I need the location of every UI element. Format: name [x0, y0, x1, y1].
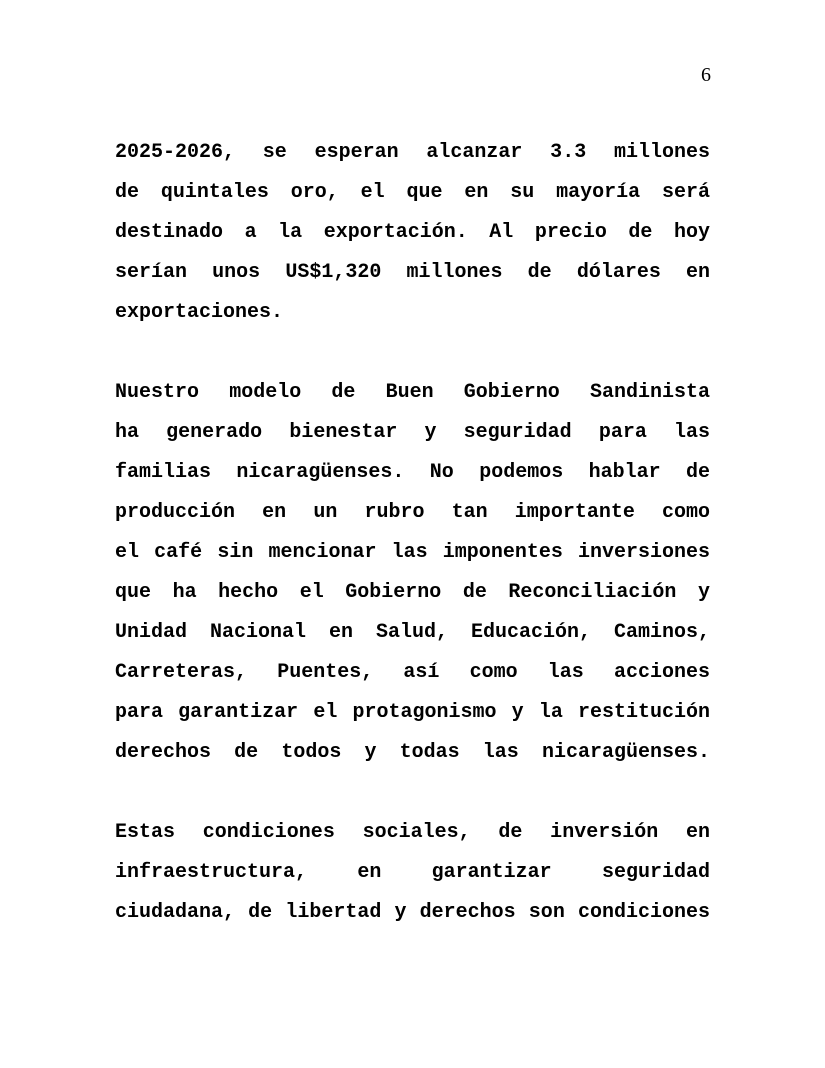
text-line: ha generado bienestar y seguridad para las [115, 421, 710, 444]
text-line: que ha hecho el Gobierno de Reconciliación y [115, 581, 710, 604]
text-line: destinado a la exportación. Al precio de hoy [115, 221, 710, 244]
text-line: para garantizar el protagonismo y la restitución [115, 701, 710, 724]
text-line: el café sin mencionar las imponentes inversiones [115, 541, 710, 564]
paragraph-production-forecast [115, 133, 710, 333]
page-number: 6 [701, 64, 711, 86]
text-line: serían unos US$1,320 millones de dólares en [115, 261, 710, 284]
text-line: derechos de todos y todas las nicaragüenses. [115, 741, 710, 764]
text-line: de quintales oro, el que en su mayoría será [115, 181, 710, 204]
text-line: ciudadana, de libertad y derechos son condiciones [115, 901, 710, 924]
text-line: Estas condiciones sociales, de inversión en [115, 821, 710, 844]
text-line: familias nicaragüenses. No podemos hablar de [115, 461, 710, 484]
text-line: Unidad Nacional en Salud, Educación, Caminos, [115, 621, 710, 644]
text-line: Carreteras, Puentes, así como las acciones [115, 661, 710, 684]
text-line: producción en un rubro tan importante como [115, 501, 710, 524]
paragraph-social-conditions [115, 813, 710, 933]
document-body [115, 133, 710, 973]
paragraph-government-model [115, 373, 710, 773]
text-line: exportaciones. [115, 301, 284, 324]
text-line: Nuestro modelo de Buen Gobierno Sandinista [115, 381, 710, 404]
text-line: 2025-2026, se esperan alcanzar 3.3 millones [115, 141, 710, 164]
text-line: infraestructura, en garantizar seguridad [115, 861, 710, 884]
